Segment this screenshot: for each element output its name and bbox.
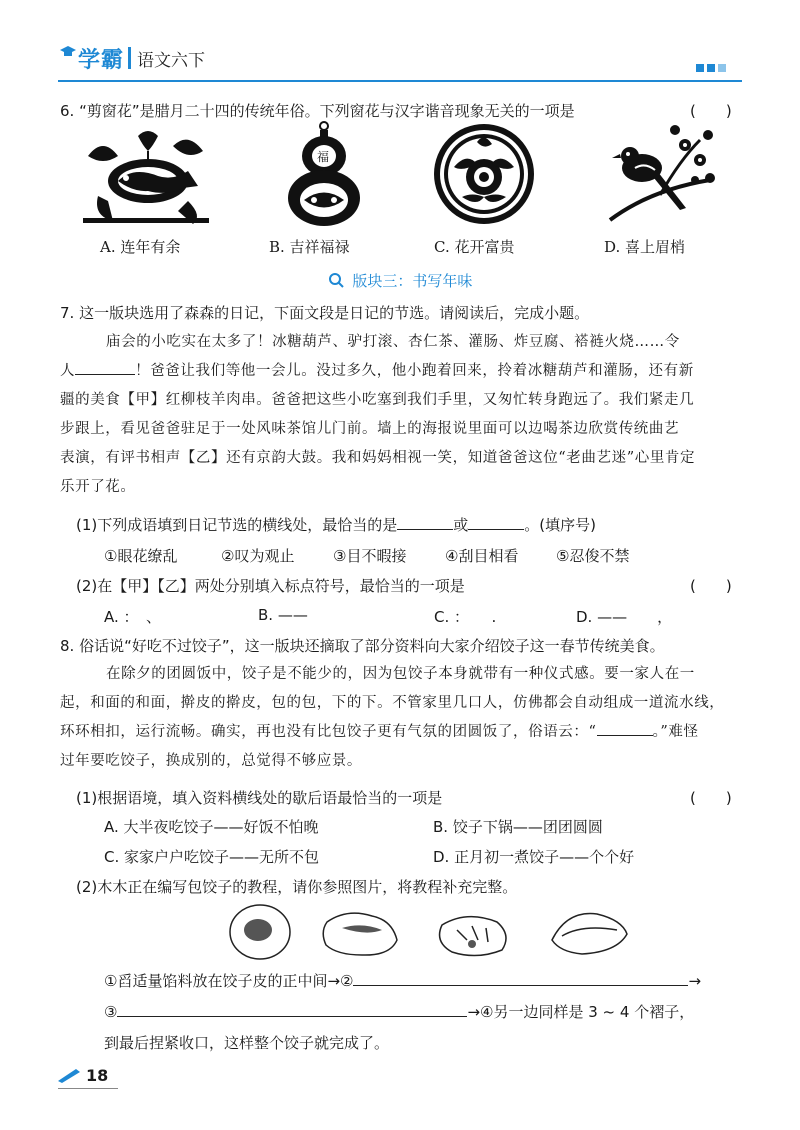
q8-sub1-option-c[interactable]: C. 家家户户吃饺子——无所不包 <box>104 848 320 866</box>
peony-circle-papercut-icon <box>432 122 536 226</box>
q7-sub2-option-a[interactable]: A. ： 、 <box>104 608 162 626</box>
q7-sub2-option-d[interactable]: D. —— ， <box>576 608 673 626</box>
page-footer <box>58 1066 108 1085</box>
q7-passage-line-2-text: ！爸爸让我们等他一会儿。没过多久，他小跑着回来，拎着冰糖葫芦和灌肠，还有新 <box>135 363 694 379</box>
q6-answer-paren[interactable]: ( ) <box>690 102 732 120</box>
q8-sub1-option-d[interactable]: D. 正月初一煮饺子——个个好 <box>433 848 635 866</box>
q7-sub1-blank-2[interactable] <box>468 514 524 530</box>
q8-passage-line-1: 在除夕的团圆饭中，饺子是不能少的，因为包饺子本身就带有一种仪式感。要一家人在一 <box>106 666 695 682</box>
q7-passage <box>60 328 746 502</box>
q8-stem: 8. 俗话说“好吃不过饺子”，这一版块还摘取了部分资料向大家介绍饺子这一春节传统美食。 <box>60 637 665 655</box>
q8-passage-line-3-text: 环环相扣，运行流畅。确实，再也没有比包饺子更有气氛的团圆饭了，俗语云：“ <box>60 724 597 740</box>
step1-wrapper-filling-icon <box>230 905 290 959</box>
q7-sub2-option-c[interactable]: C. ： . <box>434 608 497 626</box>
q8-sub2-stem: (2)木木正在编写包饺子的教程，请你参照图片，将教程补充完整。 <box>76 878 518 896</box>
q8-passage-line-2: 起，和面的和面，擀皮的擀皮，包的包，下的下。不管家里几口人，仿佛都会自动组成一道流水线， <box>60 695 725 711</box>
brand-logo <box>60 40 205 76</box>
step4-finished-dumpling-icon <box>552 914 627 954</box>
step2-fold-icon <box>323 913 397 955</box>
magnifier-icon <box>328 272 344 288</box>
q8-sub1-answer-paren[interactable]: ( ) <box>690 789 732 807</box>
q7-sub1-option-3[interactable]: ③目不暇接 <box>333 547 407 565</box>
q6-option-d[interactable]: D. 喜上眉梢 <box>604 238 686 256</box>
q8-step1-text: ①舀适量馅料放在饺子皮的正中间→② <box>104 972 354 990</box>
logo-text: 学霸 <box>78 47 125 73</box>
q7-passage-line-2-prefix: 人 <box>60 363 76 379</box>
q7-sub1-option-1[interactable]: ①眼花缭乱 <box>104 547 178 565</box>
q8-sub1-option-a[interactable]: A. 大半夜吃饺子——好饭不怕晚 <box>104 818 319 836</box>
q8-step-line-1 <box>104 970 701 991</box>
q7-sub1-option-2[interactable]: ②叹为观止 <box>221 547 295 565</box>
q7-sub1-suffix: 。(填序号) <box>524 516 596 534</box>
q7-idiom-blank[interactable] <box>75 359 135 375</box>
q8-step4-text: →④另一边同样是 3 ~ 4 个褶子， <box>467 1003 695 1021</box>
q8-sub1-stem: (1)根据语境，填入资料横线处的歇后语最恰当的一项是 <box>76 789 443 807</box>
q7-passage-line-1: 庙会的小吃实在太多了！冰糖葫芦、驴打滚、杏仁茶、灌肠、炸豆腐、褡裢火烧……令 <box>106 334 680 350</box>
q8-step3-prefix: ③ <box>104 1003 118 1021</box>
q7-sub1-option-4[interactable]: ④刮目相看 <box>445 547 519 565</box>
header-dots-decoration <box>696 64 726 72</box>
q7-passage-line-2 <box>60 357 746 386</box>
fish-lotus-papercut-icon <box>78 126 214 226</box>
q7-passage-line-4: 步跟上，看见爸爸驻足于一处风味茶馆儿门前。墙上的海报说里面可以边喝茶边欣赏传统曲艺 <box>60 421 680 437</box>
q7-sub1-blank-1[interactable] <box>397 514 453 530</box>
q6-option-b[interactable]: B. 吉祥福禄 <box>269 238 350 256</box>
pen-icon <box>58 1069 80 1083</box>
section-title <box>0 270 800 291</box>
page-number: 18 <box>86 1066 109 1085</box>
q8-step2-blank[interactable] <box>353 970 688 986</box>
q8-passage-line-3 <box>60 718 746 747</box>
q7-sub2-option-b[interactable]: B. —— <box>258 606 308 624</box>
q7-passage-line-5: 表演，有评书相声【乙】还有京韵大鼓。我和妈妈相视一笑，知道爸爸这位“老曲艺迷”心里肯定 <box>60 450 696 466</box>
q7-sub2-stem: (2)在【甲】【乙】两处分别填入标点符号，最恰当的一项是 <box>76 577 465 595</box>
dumpling-steps-illustration <box>222 900 642 962</box>
logo-divider <box>128 47 131 69</box>
svg-text:福: 福 <box>317 150 330 164</box>
page-header <box>0 0 800 82</box>
q6-stem: 6. “剪窗花”是腊月二十四的传统年俗。下列窗花与汉字谐音现象无关的一项是 <box>60 102 575 120</box>
q7-passage-line-6: 乐开了花。 <box>60 479 136 495</box>
q8-sub1-option-b[interactable]: B. 饺子下锅——团团圆圆 <box>433 818 603 836</box>
q8-saying-blank[interactable] <box>597 720 653 736</box>
q6-option-c[interactable]: C. 花开富贵 <box>434 238 515 256</box>
q8-passage-line-3-end: 。”难怪 <box>652 724 699 740</box>
book-subtitle: 语文六下 <box>137 50 206 71</box>
q8-passage <box>60 660 746 776</box>
q7-passage-line-3: 疆的美食【甲】红柳枝羊肉串。爸爸把这些小吃塞到我们手里，又匆忙转身跑远了。我们紧走几 <box>60 392 695 408</box>
step3-pleat-icon <box>440 917 506 956</box>
q7-sub1-stem <box>76 514 596 535</box>
gourd-papercut-icon <box>284 120 364 230</box>
q6-papercut-images <box>60 118 740 238</box>
q7-stem: 7. 这一版块选用了森森的日记，下面文段是日记的节选。请阅读后，完成小题。 <box>60 304 590 322</box>
q8-step-arrow: → <box>688 972 702 990</box>
q8-step-last-line: 到最后捏紧收口，这样整个饺子就完成了。 <box>104 1034 390 1052</box>
q8-passage-line-4: 过年要吃饺子，换成别的，总觉得不够应景。 <box>60 753 362 769</box>
q6-option-a[interactable]: A. 连年有余 <box>100 238 181 256</box>
q7-sub1-option-5[interactable]: ⑤忍俊不禁 <box>556 547 630 565</box>
section-title-text: 版块三：书写年味 <box>352 272 473 290</box>
q7-sub1-text: (1)下列成语填到日记节选的横线处，最恰当的是 <box>76 516 398 534</box>
q8-step3-blank[interactable] <box>117 1001 467 1017</box>
q7-sub2-answer-paren[interactable]: ( ) <box>690 577 732 595</box>
graduation-cap-icon <box>60 46 76 58</box>
header-rule <box>58 80 742 82</box>
q7-sub1-or: 或 <box>453 516 469 534</box>
q8-step-line-2 <box>104 1001 694 1022</box>
footer-rule <box>58 1088 118 1089</box>
magpie-plum-papercut-icon <box>600 120 720 230</box>
